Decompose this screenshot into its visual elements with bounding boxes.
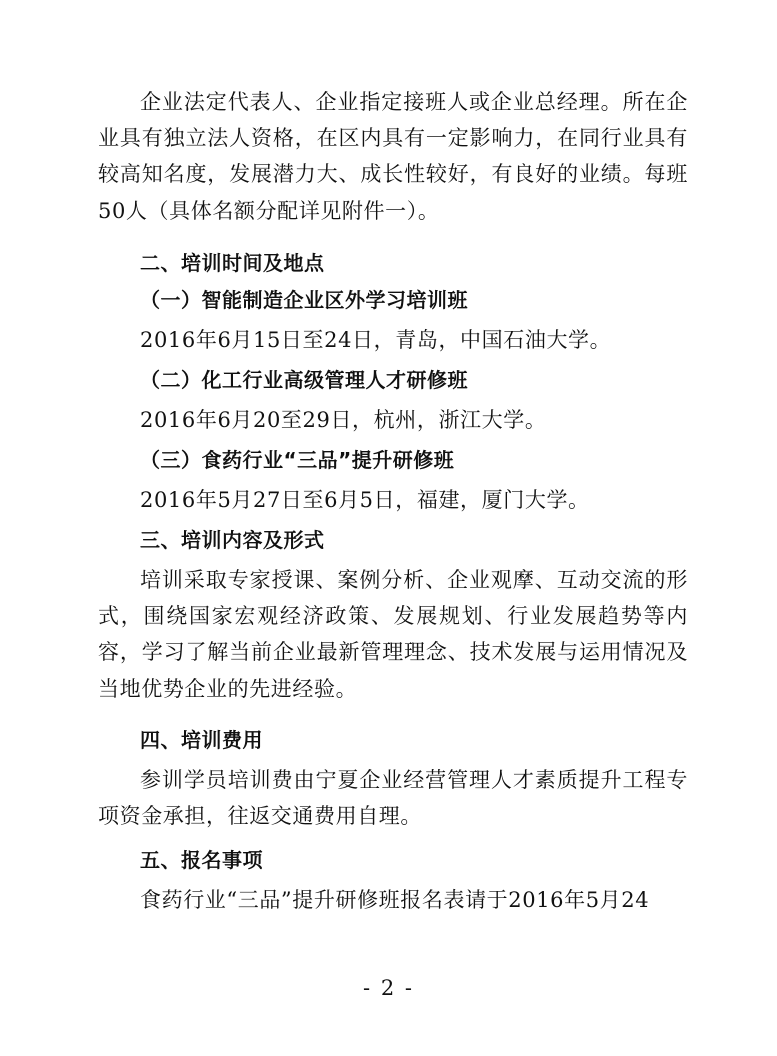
section-heading-fees: 四、培训费用 [140, 728, 263, 752]
class-title-1: （一）智能制造企业区外学习培训班 [140, 288, 468, 312]
class-detail-2: 2016年6月20至29日，杭州，浙江大学。 [140, 408, 547, 432]
page-number: - 2 - [363, 976, 414, 1000]
class-detail-1: 2016年6月15日至24日，青岛，中国石油大学。 [140, 328, 612, 352]
class-title-3: （三）食药行业“三品”提升研修班 [140, 448, 455, 472]
eligibility-paragraph: 企业法定代表人、企业指定接班人或企业总经理。所在企业具有独立法人资格，在区内具有一定影响力，在同行业具有较高知名度，发展潜力大、成长性较好，有良好的业绩。每班50人（具体名额分配详见附件一）。 [98, 90, 688, 223]
section-heading-content: 三、培训内容及形式 [140, 528, 325, 552]
class-title-2: （二）化工行业高级管理人才研修班 [140, 368, 468, 392]
section-heading-registration: 五、报名事项 [140, 848, 263, 872]
section-heading-time-place: 二、培训时间及地点 [140, 251, 325, 275]
content-paragraph: 培训采取专家授课、案例分析、企业观摩、互动交流的形式，围绕国家宏观经济政策、发展规划、行业发展趋势等内容，学习了解当前企业最新管理理念、技术发展与运用情况及当地优势企业的先进经验。 [98, 568, 688, 701]
registration-paragraph: 食药行业“三品”提升研修班报名表请于2016年5月24 [140, 888, 650, 912]
fees-paragraph: 参训学员培训费由宁夏企业经营管理人才素质提升工程专项资金承担，往返交通费用自理。 [98, 768, 688, 829]
class-detail-3: 2016年5月27日至6月5日，福建，厦门大学。 [140, 488, 590, 512]
